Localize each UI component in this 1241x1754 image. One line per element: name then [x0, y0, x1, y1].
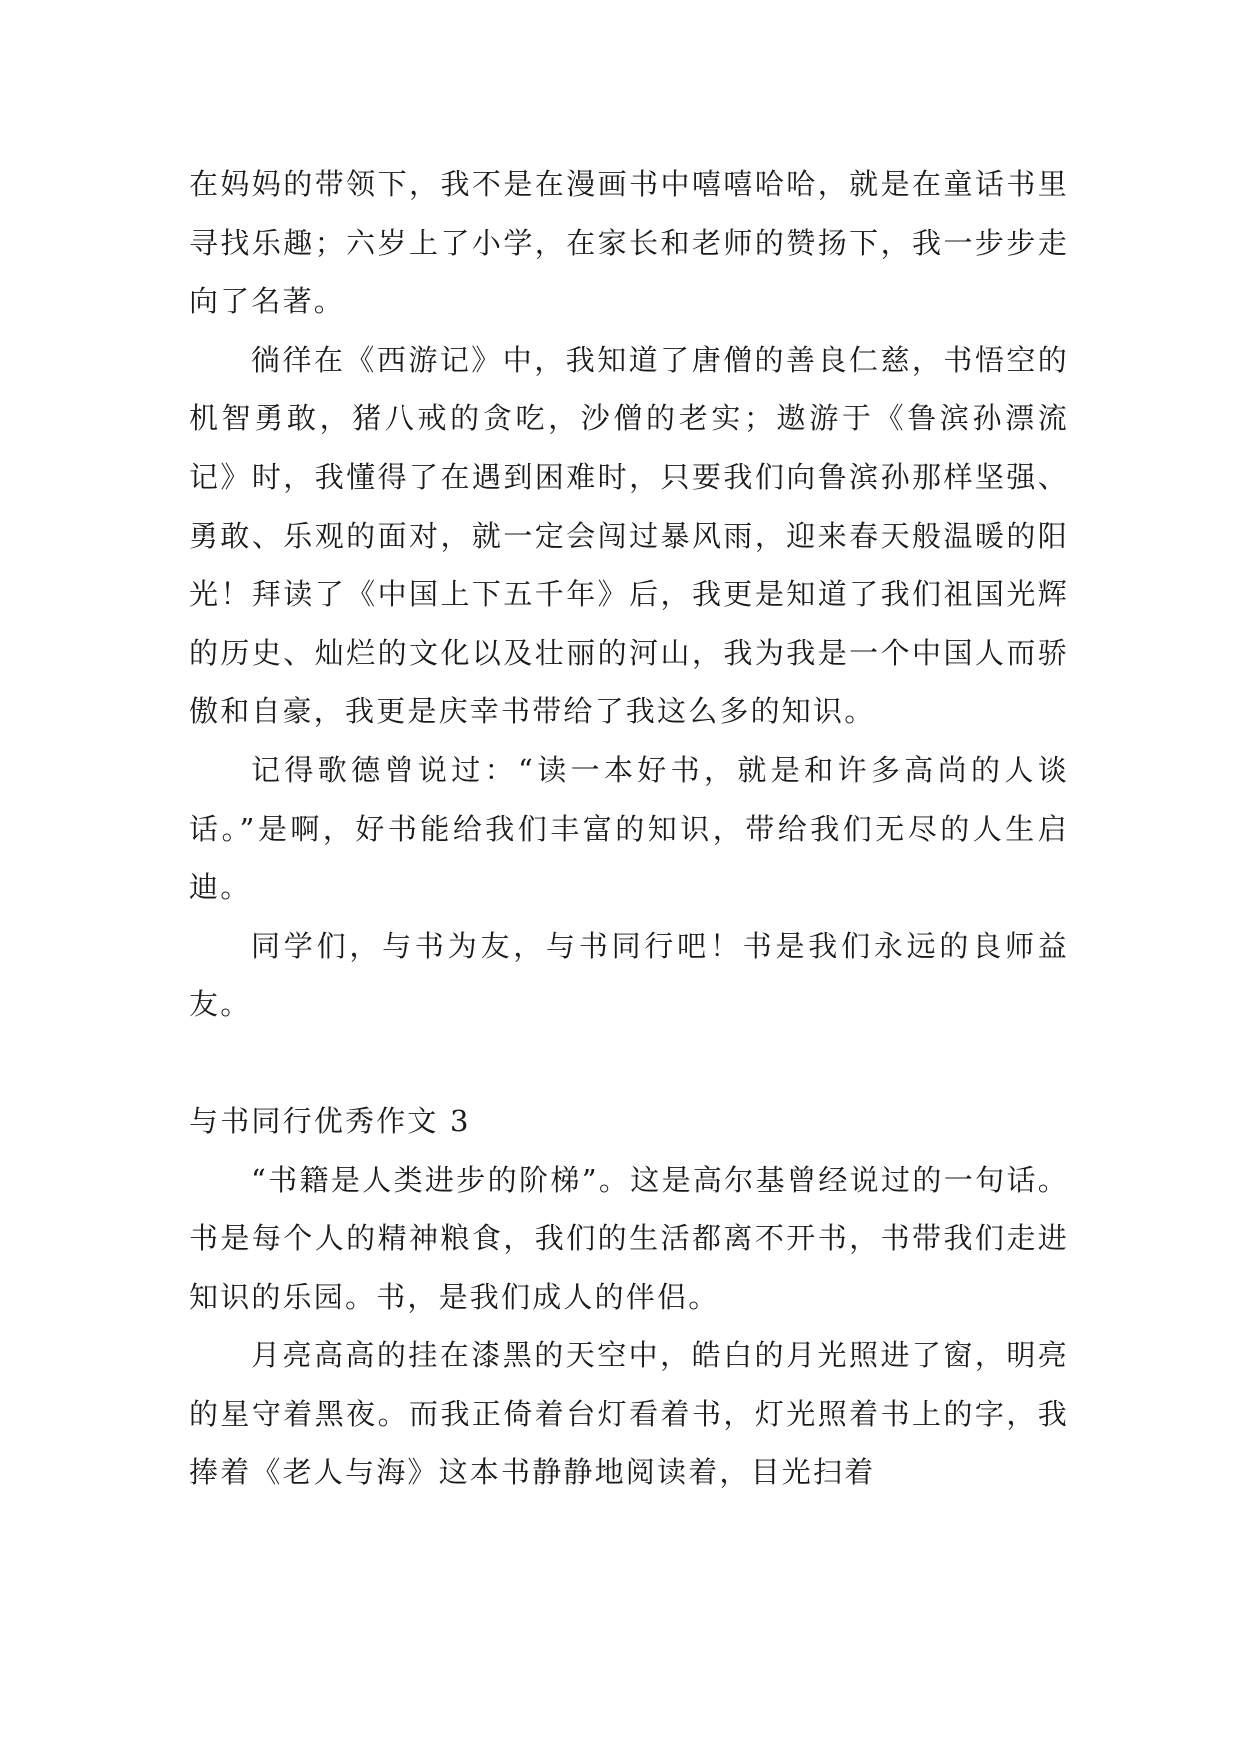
paragraph-5: “书籍是人类进步的阶梯”。这是高尔基曾经说过的一句话。书是每个人的精神粮食，我们的生活都离不开书，书带我们走进知识的乐园。书，是我们成人的伴侣。	[189, 1162, 1069, 1314]
section-heading: 与书同行优秀作文 3	[189, 1103, 471, 1138]
paragraph-2: 徜徉在《西游记》中，我知道了唐僧的善良仁慈，书悟空的机智勇敢，猪八戒的贪吃，沙僧的老实；遨游于《鲁滨孙漂流记》时，我懂得了在遇到困难时，只要我们向鲁滨孙那样坚强、勇敢、乐观的面对，就一定会闯过暴风雨，迎来春天般温暖的阳光！拜读了《中国上下五千年》后，我更是知道了我们祖国光辉的历史、灿烂的文化以及壮丽的河山，我为我是一个中国人而骄傲和自豪，我更是庆幸书带给了我这么多的知识。	[189, 342, 1069, 729]
paragraph-1: 在妈妈的带领下，我不是在漫画书中嘻嘻哈哈，就是在童话书里寻找乐趣；六岁上了小学，在家长和老师的赞扬下，我一步步走向了名著。	[189, 167, 1069, 319]
document-body	[189, 155, 1069, 1502]
paragraph-6: 月亮高高的挂在漆黑的天空中，皓白的月光照进了窗，明亮的星守着黑夜。而我正倚着台灯看着书，灯光照着书上的字，我捧着《老人与海》这本书静静地阅读着，目光扫着	[189, 1338, 1069, 1490]
paragraph-4: 同学们，与书为友，与书同行吧！书是我们永远的良师益友。	[189, 928, 1069, 1022]
paragraph-3: 记得歌德曾说过：“读一本好书，就是和许多高尚的人谈话。”是啊，好书能给我们丰富的知识，带给我们无尽的人生启迪。	[189, 752, 1069, 905]
section-gap	[189, 1034, 1069, 1092]
